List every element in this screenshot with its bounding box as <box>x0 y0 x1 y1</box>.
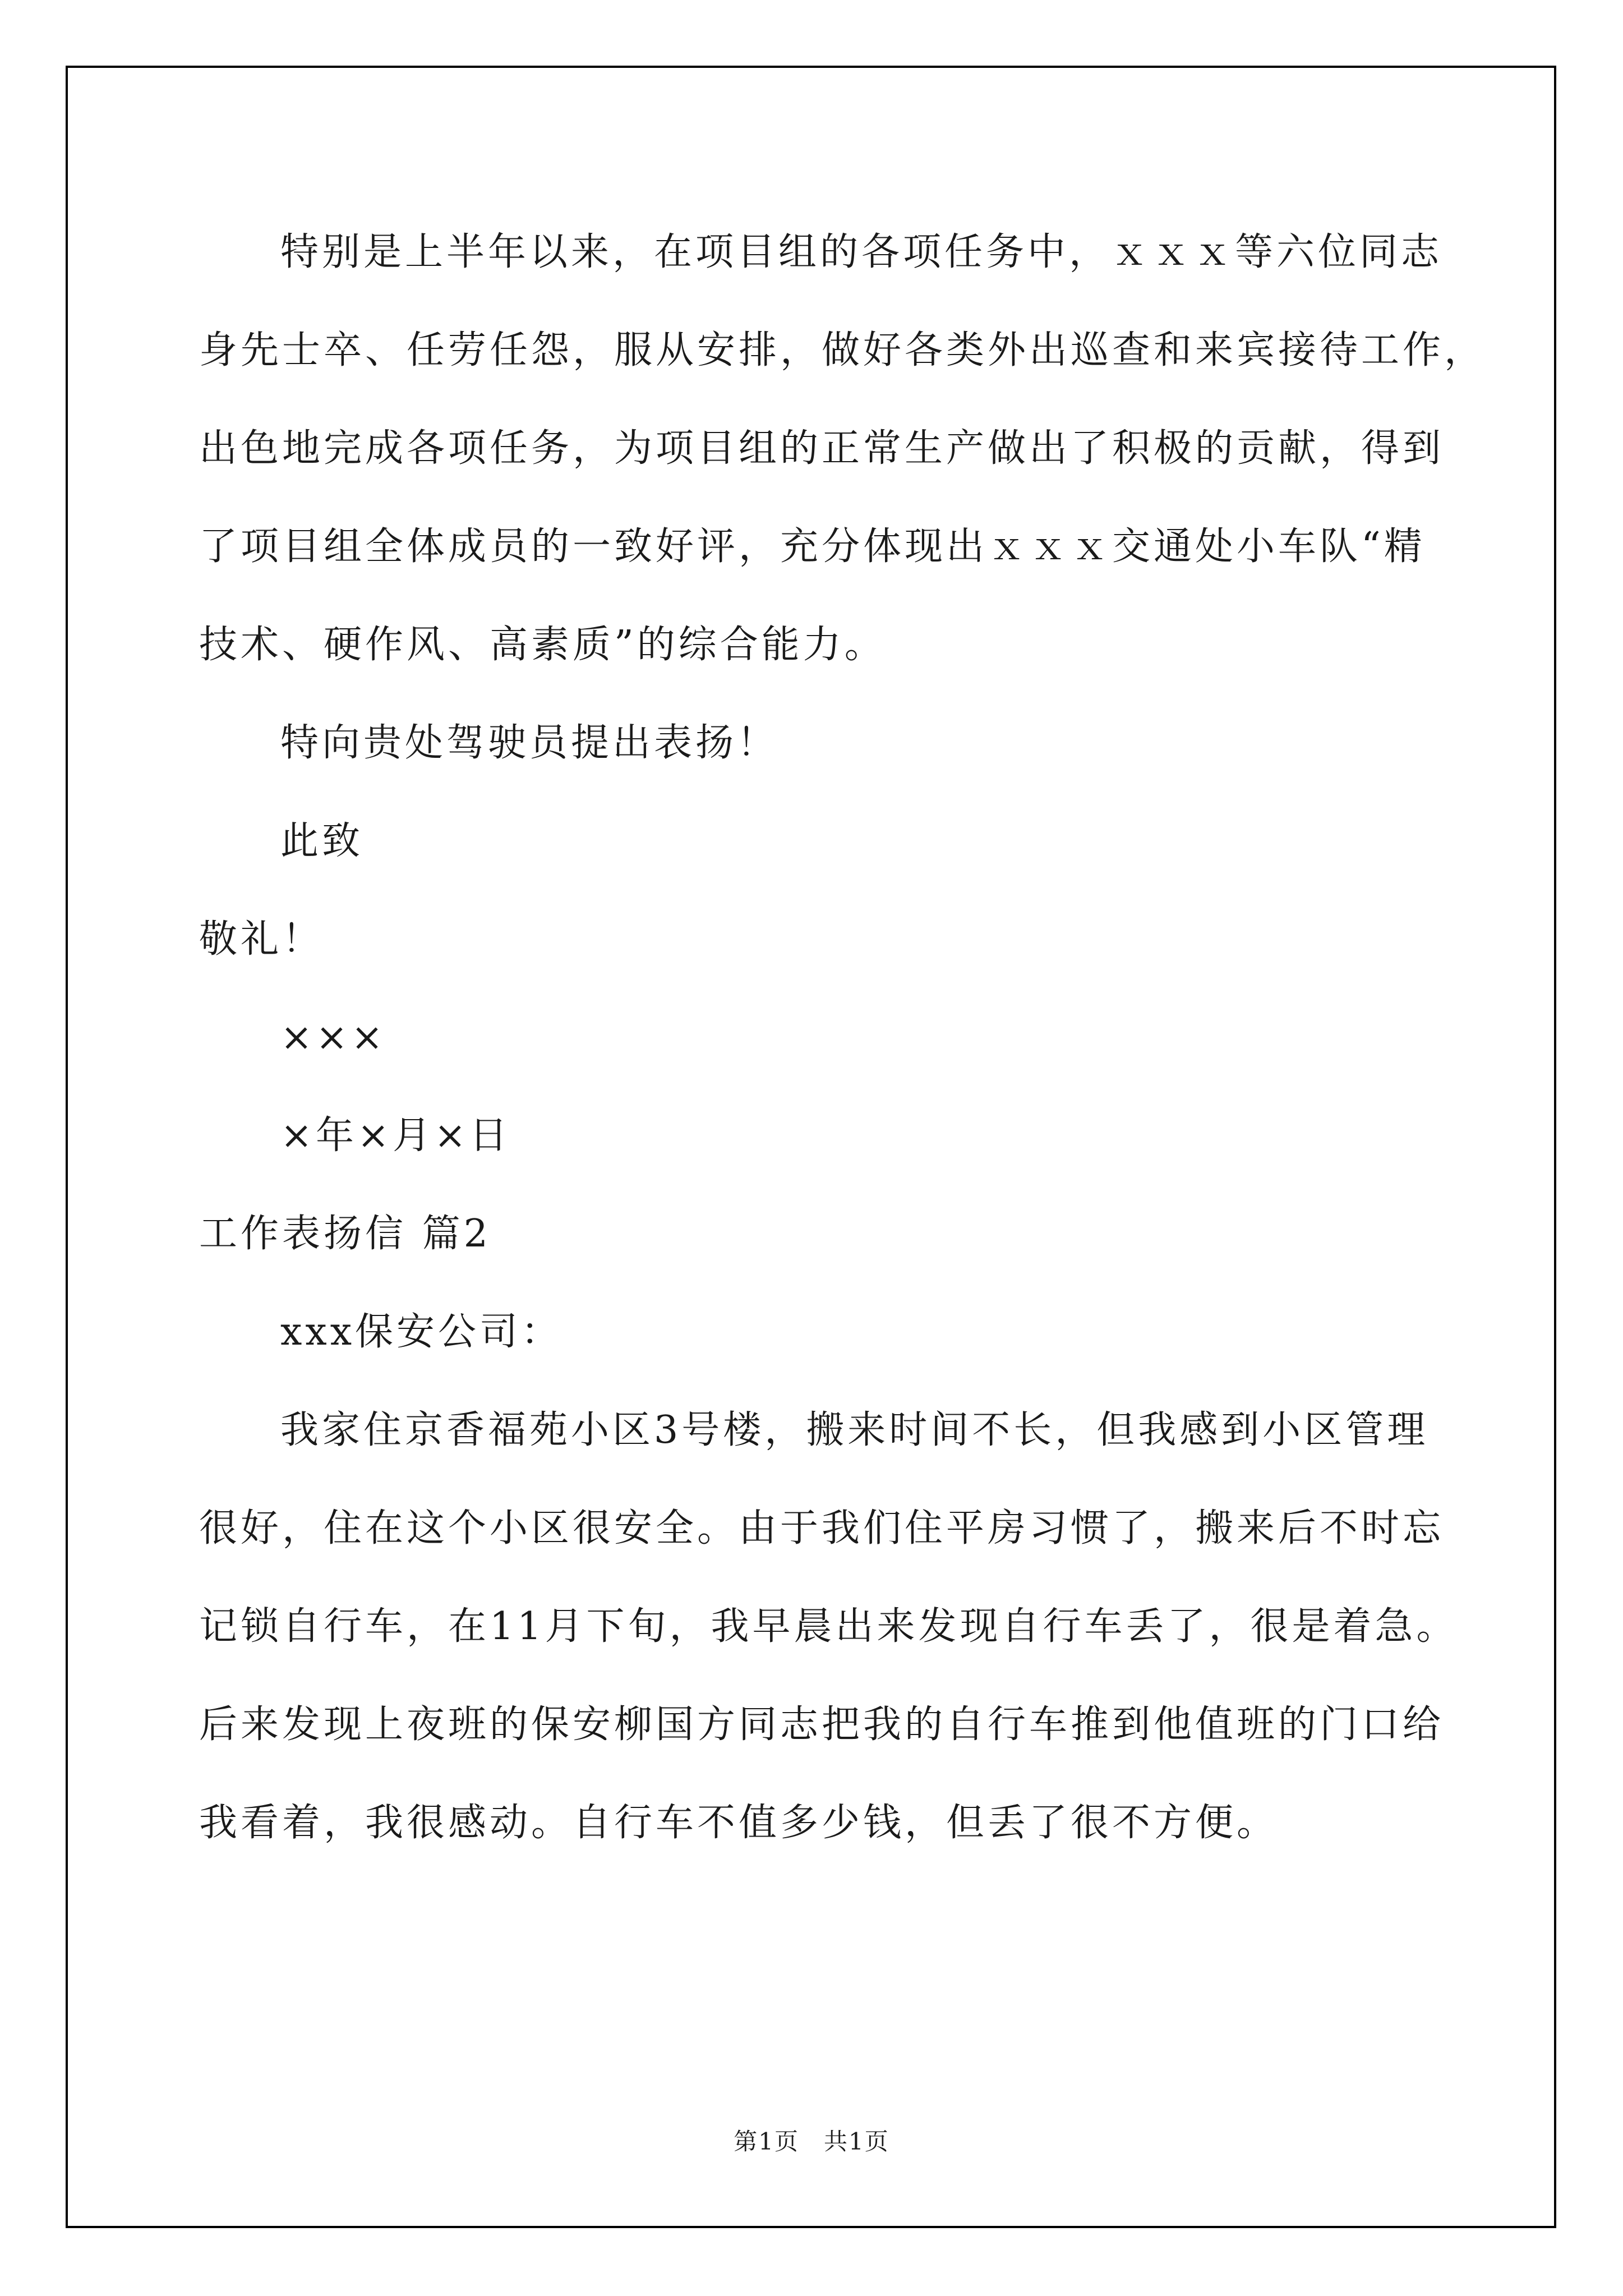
paragraph-1-line-4: 了项目组全体成员的一致好评，充分体现出ｘｘｘ交通处小车队“精 <box>199 524 1426 569</box>
paragraph-1-line-1: 特别是上半年以来，在项目组的各项任务中，ｘｘｘ等六位同志 <box>280 230 1443 274</box>
praise-statement: 特向贵处驾驶员提出表扬！ <box>280 721 779 765</box>
closing-salutation: 此致 <box>280 819 364 863</box>
signature-date: ×年×月×日 <box>280 1114 511 1158</box>
paragraph-2-line-3: 记锁自行车，在11月下旬，我早晨出来发现自行车丢了，很是着急。 <box>199 1604 1458 1649</box>
paragraph-2-line-5: 我看着，我很感动。自行车不值多少钱，但丢了很不方便。 <box>199 1801 1279 1845</box>
signature-name: ××× <box>280 1015 386 1060</box>
paragraph-1-line-2: 身先士卒、任劳任怨，服从安排，做好各类外出巡查和来宾接待工作， <box>199 328 1486 372</box>
paragraph-1-line-5: 技术、硬作风、高素质”的综合能力。 <box>199 623 886 667</box>
paragraph-2-line-2: 很好，住在这个小区很安全。由于我们住平房习惯了，搬来后不时忘 <box>199 1506 1445 1550</box>
page-number: 第1页 共1页 <box>734 2128 889 2155</box>
letter-recipient: xxx保安公司： <box>280 1310 563 1354</box>
paragraph-1-line-3: 出色地完成各项任务，为项目组的正常生产做出了积极的贡献，得到 <box>199 426 1445 471</box>
closing-respect: 敬礼！ <box>199 917 324 961</box>
section-title: 工作表扬信 篇2 <box>199 1212 491 1256</box>
paragraph-2-line-4: 后来发现上夜班的保安柳国方同志把我的自行车推到他值班的门口给 <box>199 1703 1445 1747</box>
paragraph-2-line-1: 我家住京香福苑小区3号楼，搬来时间不长，但我感到小区管理 <box>280 1408 1429 1452</box>
